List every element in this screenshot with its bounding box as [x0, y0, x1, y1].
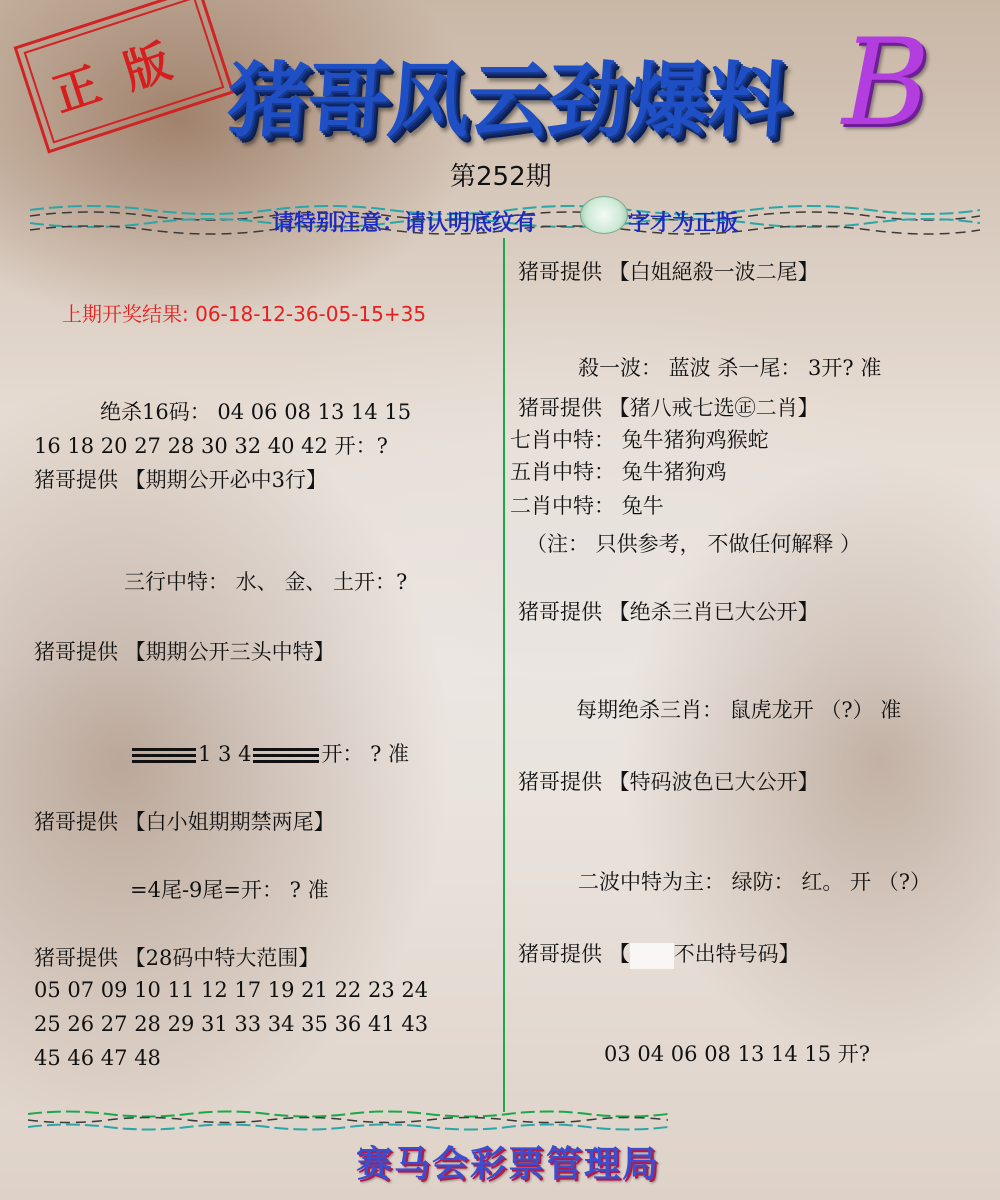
triple-bar-icon — [132, 748, 196, 764]
column-divider — [503, 238, 505, 1112]
kill16-line-2: 16 18 20 27 28 30 32 40 42 开：? — [34, 434, 388, 458]
authenticity-notice: 请特别注意：请认明底纹有 — [272, 211, 537, 236]
footer-organization: 赛马会彩票管理局 — [356, 1144, 661, 1185]
triple-bar-icon — [253, 748, 319, 764]
left-section-body-3: =4尾-9尾=开： ? 准 — [130, 878, 329, 902]
genuine-stamp — [13, 0, 234, 154]
kill16-line-1: 绝杀16码： 04 06 08 13 14 15 — [100, 400, 412, 424]
right-section-title-1: 猪哥提供 【白姐絕殺一波二尾】 — [518, 260, 819, 284]
three-heads-suffix: 开： ? 准 — [321, 742, 410, 766]
section-title-suffix: 不出特号码】 — [673, 942, 800, 966]
right-section-body-1: 殺一波： 蓝波 杀一尾： 3开? 准 — [578, 356, 882, 380]
right-section-body-4: 二波中特为主： 绿防： 红。 开 （?） — [578, 870, 931, 894]
two-zodiac-line: 二肖中特： 兔牛 — [510, 494, 664, 518]
right-section-title-2: 猪哥提供 【猪八戒七选㊣二肖】 — [518, 396, 819, 420]
right-section-body-5: 03 04 06 08 13 14 15 开? — [604, 1042, 871, 1066]
three-heads-digits: 1 3 4 — [198, 742, 252, 766]
number-row-3: 45 46 47 48 — [34, 1046, 161, 1070]
stamp-text: 正版 — [46, 25, 204, 123]
left-section-title-4: 猪哥提供 【28码中特大范围】 — [34, 946, 320, 970]
page-title: 猪哥风云劲爆料 — [224, 54, 791, 149]
right-section-title-3: 猪哥提供 【绝杀三肖已大公开】 — [518, 600, 819, 624]
edition-letter: B — [842, 14, 931, 153]
last-draw-result: 上期开奖结果: 06-18-12-36-05-15+35 — [62, 302, 427, 326]
number-row-2: 25 26 27 28 29 31 33 34 35 36 41 43 — [34, 1012, 429, 1036]
left-section-title-1: 猪哥提供 【期期公开必中3行】 — [34, 468, 328, 492]
left-section-title-2: 猪哥提供 【期期公开三头中特】 — [34, 640, 335, 664]
section-title-prefix: 猪哥提供 【 — [518, 942, 630, 966]
five-zodiac-line: 五肖中特： 兔牛猪狗鸡 — [510, 460, 727, 484]
left-section-body-2 — [130, 738, 409, 768]
left-section-title-3: 猪哥提供 【白小姐期期禁两尾】 — [34, 810, 335, 834]
right-section-title-4: 猪哥提供 【特码波色已大公开】 — [518, 770, 819, 794]
left-section-body-1: 三行中特： 水、 金、 土开：? — [124, 570, 408, 594]
right-section-title-5 — [518, 938, 800, 969]
seven-zodiac-line: 七肖中特： 兔牛猪狗鸡猴蛇 — [510, 428, 769, 452]
right-section-body-3: 每期绝杀三肖： 鼠虎龙开 （?） 准 — [576, 698, 902, 722]
authenticity-notice-suffix: 字才为正版 — [628, 211, 739, 236]
issue-number: 第252期 — [450, 162, 552, 192]
blank-box — [630, 943, 674, 969]
disclaimer-note: （注： 只供参考， 不做任何解释 ） — [526, 532, 862, 556]
wavy-rule-bottom — [28, 1106, 668, 1136]
watermark-oval — [580, 196, 628, 234]
number-row-1: 05 07 09 10 11 12 17 19 21 22 23 24 — [34, 978, 429, 1002]
